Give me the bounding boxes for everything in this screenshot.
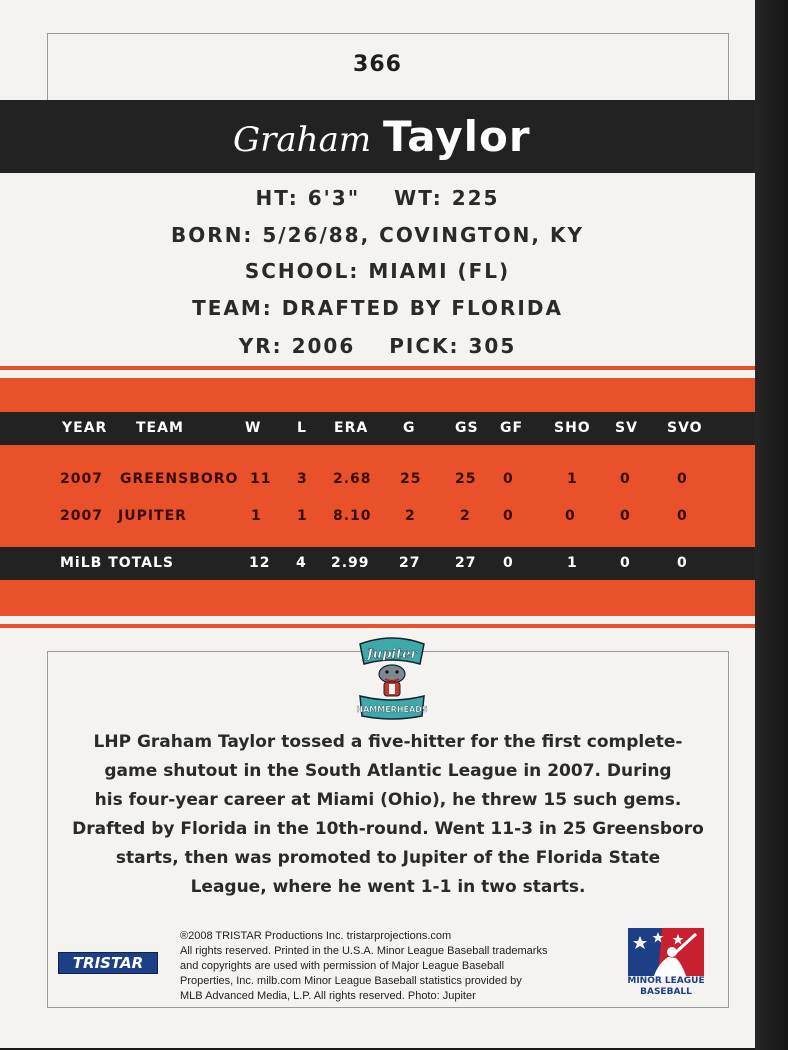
total-cell: 12 [249, 555, 271, 571]
stat-cell: 1 [251, 508, 262, 524]
total-cell: 1 [567, 555, 578, 571]
stat-header-year: YEAR [62, 420, 108, 436]
bio-school: SCHOOL: MIAMI (FL) [244, 259, 511, 283]
legal-line: MLB Advanced Media, L.P. All rights reserved. Photo: Jupiter [180, 990, 476, 1002]
stat-cell: JUPITER [118, 508, 187, 524]
stat-cell: 2.68 [333, 471, 372, 487]
legal-text [180, 929, 620, 1004]
tristar-logo: TRISTAR [58, 952, 158, 974]
stats-totals-row [0, 547, 755, 580]
legal-line: Properties, Inc. milb.com Minor League Baseball statistics provided by [180, 975, 522, 987]
stat-header-svo: SVO [667, 420, 703, 436]
milb-wordmark [618, 976, 714, 998]
stat-header-gs: GS [455, 420, 479, 436]
stat-cell: 8.10 [333, 508, 372, 524]
stat-cell: 0 [503, 471, 514, 487]
total-cell: 27 [455, 555, 477, 571]
stat-header-team: TEAM [136, 420, 184, 436]
legal-line: and copyrights are used with permission of Major League Baseball [180, 960, 505, 972]
player-first-name: Graham [233, 120, 372, 160]
total-cell: 0 [503, 555, 514, 571]
milb-line-2: BASEBALL [640, 987, 692, 997]
stat-cell: 2007 [60, 471, 103, 487]
stat-header-sv: SV [615, 420, 638, 436]
bio-born: BORN: 5/26/88, COVINGTON, KY [171, 223, 584, 247]
logo-bottom-text: HAMMERHEADS [356, 705, 428, 714]
stats-row [0, 471, 755, 491]
stat-cell: 1 [297, 508, 308, 524]
total-cell: 4 [296, 555, 307, 571]
milb-batter-icon [628, 928, 704, 976]
stat-cell: 3 [297, 471, 308, 487]
total-cell: 2.99 [331, 555, 370, 571]
stat-cell: 0 [503, 508, 514, 524]
stat-cell: 0 [620, 471, 631, 487]
stripe-top [0, 366, 755, 370]
blurb-line: League, where he went 1-1 in two starts. [190, 877, 586, 897]
jupiter-hammerheads-logo [356, 634, 428, 720]
blurb-line: LHP Graham Taylor tossed a five-hitter for the first complete- [93, 732, 683, 752]
stat-cell: 0 [620, 508, 631, 524]
total-cell: 27 [399, 555, 421, 571]
stat-header-gf: GF [500, 420, 524, 436]
milb-line-1: MINOR LEAGUE [627, 976, 705, 986]
stat-cell: 0 [677, 471, 688, 487]
stat-header-g: G [403, 420, 416, 436]
blurb-line: Drafted by Florida in the 10th-round. Went 11-3 in 25 Greensboro [72, 819, 704, 839]
stat-cell: 25 [400, 471, 422, 487]
blurb-line: game shutout in the South Atlantic League in 2007. During [104, 761, 672, 781]
stat-header-w: W [245, 420, 262, 436]
legal-line: ®2008 TRISTAR Productions Inc. tristarprojections.com [180, 930, 452, 942]
blurb-line: his four-year career at Miami (Ohio), he threw 15 such gems. [94, 790, 682, 810]
stat-cell: GREENSBORO [120, 471, 239, 487]
total-cell: 0 [677, 555, 688, 571]
stat-cell: 2 [405, 508, 416, 524]
stats-header-row [0, 412, 755, 445]
stat-cell: 1 [567, 471, 578, 487]
bio-weight: WT: 225 [394, 186, 500, 210]
player-last-name: Taylor [383, 112, 531, 161]
bio-team: TEAM: DRAFTED BY FLORIDA [192, 296, 563, 320]
stat-cell: 2007 [60, 508, 103, 524]
stat-cell: 2 [460, 508, 471, 524]
stat-cell: 25 [455, 471, 477, 487]
bio-height-weight [0, 186, 755, 210]
stat-cell: 0 [677, 508, 688, 524]
legal-line: All rights reserved. Printed in the U.S.A. Minor League Baseball trademarks [180, 945, 548, 957]
card-number: 366 [353, 52, 402, 77]
bio-height: HT: 6'3" [255, 186, 361, 210]
bio-pick: PICK: 305 [389, 334, 517, 358]
bio-draft [0, 334, 755, 358]
stats-row [0, 508, 755, 528]
stat-header-era: ERA [334, 420, 369, 436]
logo-top-text: Jupiter [366, 647, 418, 662]
stat-cell: 0 [565, 508, 576, 524]
stat-header-l: L [297, 420, 307, 436]
blurb-line: starts, then was promoted to Jupiter of the Florida State [115, 848, 661, 868]
stripe-bottom [0, 624, 755, 628]
name-banner [0, 100, 755, 173]
stat-cell: 11 [250, 471, 272, 487]
player-blurb [60, 728, 716, 902]
totals-label: MiLB TOTALS [60, 555, 174, 571]
total-cell: 0 [620, 555, 631, 571]
scan-edge [755, 0, 788, 1050]
bio-year: YR: 2006 [238, 334, 356, 358]
stat-header-sho: SHO [554, 420, 591, 436]
